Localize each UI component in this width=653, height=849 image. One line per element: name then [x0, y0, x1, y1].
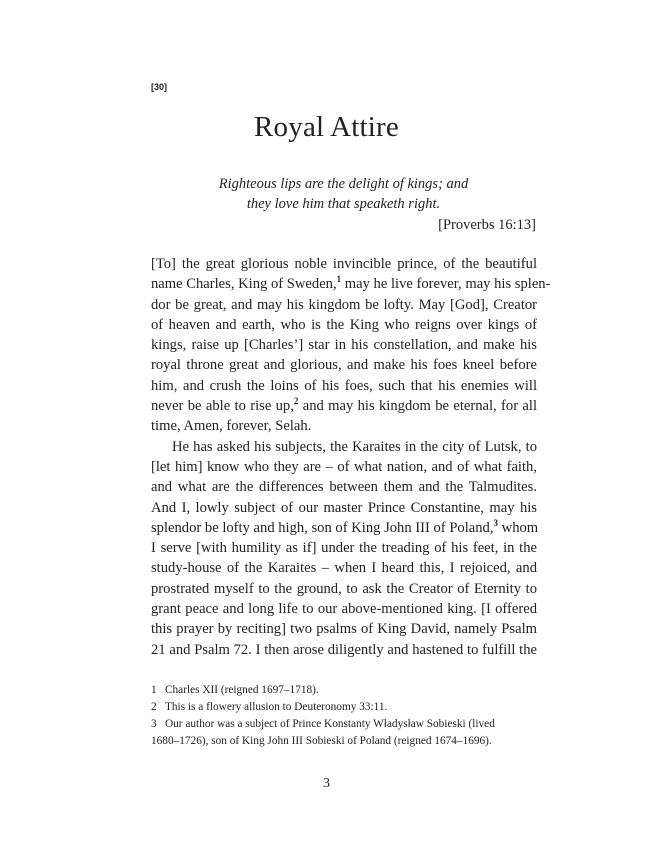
body-line: [To] the great glorious noble invincible prince, of the beautiful [151, 256, 537, 272]
body-line: never be able to rise up,$^2$ and may his kingdom be eternal, for all [151, 396, 537, 415]
footnote: 2 This is a flowery allusion to Deuteronomy 33:11. [151, 701, 388, 713]
body-line: time, Amen, forever, Selah. [151, 418, 312, 435]
page-marker: [30] [151, 82, 168, 92]
body-line: [let him] know who they are – of what nation, and of what faith, [151, 458, 537, 475]
epigraph [151, 174, 536, 235]
body-line: of heaven and earth, who is the King who reigns over kings of [151, 316, 537, 333]
body-line: splendor be lofty and high, son of King John III of Poland,$^3$ whom [151, 518, 539, 536]
epigraph-line: Righteous lips are the delight of kings; and [218, 176, 469, 192]
footnote-continuation: 1680–1726), son of King John III Sobieski of Poland (reigned 1674–1696). [151, 735, 492, 747]
footnote-ref: 3 [493, 518, 499, 528]
chapter-title: Royal Attire [254, 111, 399, 143]
footnote: 1 Charles XII (reigned 1697–1718). [151, 684, 319, 696]
footnote-ref: 2 [293, 396, 299, 407]
body-line: and what are the differences between them and the Talmudites. [151, 479, 537, 496]
footnotes [151, 682, 541, 750]
body-line: I serve [with humility as if] under the treading of his feet, in the [151, 540, 537, 557]
body-line: study-house of the Karaites – when I heard this, I rejoiced, and [151, 560, 537, 577]
body-line: kings, raise up [Charles’] star in his constellation, and make his [151, 337, 537, 354]
body-text [151, 254, 551, 660]
epigraph-line: they love him that speaketh right. [246, 196, 441, 212]
footnote: 3 Our author was a subject of Prince Konstanty Władysław Sobieski (lived [151, 718, 495, 730]
epigraph-source: [Proverbs 16:13] [438, 217, 536, 233]
body-line: grant peace and long life to our above-mentioned king. [I offered [151, 601, 537, 618]
body-line: He has asked his subjects, the Karaites in the city of Lutsk, to [172, 438, 537, 455]
body-line: this prayer by reciting] two psalms of King David, namely Psalm [151, 621, 537, 638]
body-line: 21 and Psalm 72. I then arose diligently and hastened to fulfill the [151, 641, 537, 658]
page-number: 3 [323, 776, 330, 791]
footnote-ref: 1 [336, 274, 342, 285]
body-line: name Charles, King of Sweden,$^1$ may he live forever, may his splen- [151, 274, 551, 293]
body-line: dor be great, and may his kingdom be lofty. May [God], Creator [151, 296, 537, 313]
body-line: And I, lowly subject of our master Prince Constantine, may his [151, 499, 537, 516]
body-line: royal throne great and glorious, and make his foes kneel before [151, 357, 537, 374]
body-line: prostrated myself to the ground, to ask the Creator of Eternity to [151, 580, 537, 597]
body-line: him, and crush the loins of his foes, such that his enemies will [151, 377, 537, 394]
